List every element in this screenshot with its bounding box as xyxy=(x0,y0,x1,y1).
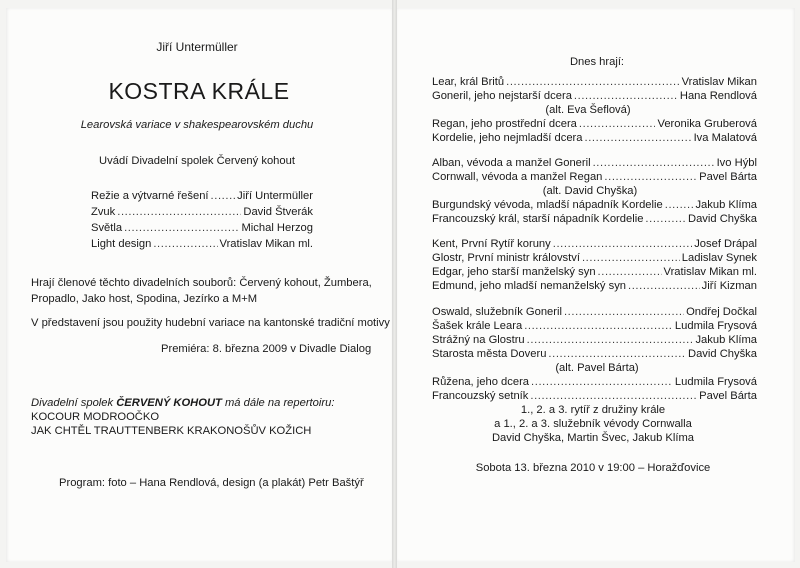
premiere: Premiéra: 8. března 2009 v Divadle Dialog xyxy=(161,343,372,355)
cast-role: Regan, jeho prostřední dcera xyxy=(432,118,577,130)
play-title: KOSTRA KRÁLE xyxy=(108,78,290,104)
cast-row xyxy=(432,75,757,89)
program-credits: Program: foto – Hana Rendlová, design (a plakát) Petr Baštýř xyxy=(59,477,364,489)
credit-name: Jiří Untermüller xyxy=(237,190,313,202)
cast-actor: Ludmila Frysová xyxy=(674,376,757,388)
credit-row xyxy=(91,189,313,203)
cast-row xyxy=(432,131,757,145)
repertoire-item: KOCOUR MODROOČKO xyxy=(31,411,160,423)
alternate-note: (alt. Pavel Bárta) xyxy=(555,362,639,374)
members-line-2: Propadlo, Jako host, Spodina, Jezírko a M+M xyxy=(31,293,258,305)
alternate-note: (alt. David Chyška) xyxy=(542,185,638,197)
cast-row xyxy=(432,170,757,184)
cast-actor: Jakub Klíma xyxy=(695,199,757,211)
cast-row xyxy=(432,389,757,403)
cast-role: Kordelie, jeho nejmladší dcera xyxy=(432,132,583,144)
credit-role: Světla xyxy=(91,222,123,234)
cast-role: Lear, král Britů xyxy=(432,76,505,88)
cast-role: Francouzský setník xyxy=(432,390,529,402)
cast-actor: Josef Drápal xyxy=(694,238,757,250)
repertoire-suffix: má dále na repertoiru: xyxy=(221,397,335,409)
cast-role: Oswald, služebník Goneril xyxy=(432,306,562,318)
credit-row xyxy=(91,237,313,251)
music-note: V představení jsou použity hudební variace na kantonské tradiční motivy xyxy=(31,317,390,329)
extras-line: David Chyška, Martin Švec, Jakub Klíma xyxy=(491,432,695,444)
credit-name: David Štverák xyxy=(243,206,313,218)
members-line-1: Hrají členové těchto divadelních souborů: Červený kohout, Žumbera, xyxy=(31,277,372,289)
cast-actor: Vratislav Mikan xyxy=(681,76,757,88)
credit-name: Vratislav Mikan ml. xyxy=(219,238,313,250)
cast-actor: Jakub Klíma xyxy=(695,334,757,346)
cast-actor: Ludmila Frysová xyxy=(674,320,757,332)
company-name: ČERVENÝ KOHOUT xyxy=(116,397,222,409)
cast-actor: Veronika Gruberová xyxy=(657,118,757,130)
presents-line: Uvádí Divadelní spolek Červený kohout xyxy=(99,155,295,167)
cast-actor: Pavel Bárta xyxy=(699,171,757,183)
cast-row xyxy=(432,319,757,333)
cast-row xyxy=(432,117,757,131)
credit-role: Zvuk xyxy=(91,206,116,218)
repertoire-prefix: Divadelní spolek xyxy=(31,397,117,409)
cast-role: Francouzský král, starší nápadník Kordelie xyxy=(432,213,644,225)
credit-name: Michal Herzog xyxy=(241,222,313,234)
cast-row xyxy=(432,237,757,251)
cast-role: Alban, vévoda a manžel Goneril xyxy=(432,157,591,169)
author: Jiří Untermüller xyxy=(156,40,238,54)
cast-row xyxy=(432,333,757,347)
cast-actor: Ivo Hýbl xyxy=(716,157,757,169)
cast-row xyxy=(432,251,757,265)
play-subtitle: Learovská variace v shakespearovském duchu xyxy=(80,119,314,131)
alternate-note: (alt. Eva Šeflová) xyxy=(545,104,631,116)
cast-actor: David Chyška xyxy=(687,213,757,225)
cast-row xyxy=(432,198,757,212)
cast-role: Goneril, jeho nejstarší dcera xyxy=(432,90,572,102)
cast-row xyxy=(432,279,757,293)
cast-actor: Hana Rendlová xyxy=(679,90,757,102)
cast-role: Strážný na Glostru xyxy=(432,334,525,346)
cast-role: Starosta města Doveru xyxy=(432,348,547,360)
credit-role: Light design xyxy=(91,238,152,250)
credit-role: Režie a výtvarné řešení xyxy=(91,190,209,202)
cast-row xyxy=(432,89,757,103)
page-fold xyxy=(392,0,397,568)
cast-role: Růžena, jeho dcera xyxy=(432,376,530,388)
cast-role: Glostr, První ministr království xyxy=(432,252,580,264)
cast-row xyxy=(432,156,757,170)
cast-actor: Pavel Bárta xyxy=(699,390,757,402)
cast-row xyxy=(432,347,757,361)
cast-actor: Vratislav Mikan ml. xyxy=(663,266,757,278)
cast-row xyxy=(432,212,757,226)
credit-row xyxy=(91,205,313,219)
cast-role: Cornwall, vévoda a manžel Regan xyxy=(432,171,603,183)
cast-actor: David Chyška xyxy=(687,348,757,360)
cast-role: Edmund, jeho mladší nemanželský syn xyxy=(432,280,627,292)
cast-role: Šašek krále Leara xyxy=(432,320,523,332)
cast-role: Kent, První Rytíř koruny xyxy=(432,238,551,250)
cast-actor: Iva Malatová xyxy=(693,132,757,144)
cast-actor: Jiří Kizman xyxy=(701,280,757,292)
cast-row xyxy=(432,305,757,319)
cast-role: Burgundský vévoda, mladší nápadník Kordelie xyxy=(432,199,663,211)
performance-date: Sobota 13. března 2010 v 19:00 – Horažďovice xyxy=(475,462,711,474)
cast-heading: Dnes hrají: xyxy=(569,56,625,68)
extras-line: a 1., 2. a 3. služebník vévody Cornwalla xyxy=(494,418,692,430)
repertoire-item: JAK CHTĚL TRAUTTENBERK KRAKONOŠŮV KOŽICH xyxy=(31,425,312,437)
cast-role: Edgar, jeho starší manželský syn xyxy=(432,266,596,278)
cast-actor: Ladislav Synek xyxy=(681,252,757,264)
credit-row xyxy=(91,221,313,235)
extras-line: 1., 2. a 3. rytíř z družiny krále xyxy=(520,404,666,416)
repertoire-heading xyxy=(31,396,334,410)
cast-actor: Ondřej Dočkal xyxy=(686,306,757,318)
cast-row xyxy=(432,375,757,389)
cast-row xyxy=(432,265,757,279)
